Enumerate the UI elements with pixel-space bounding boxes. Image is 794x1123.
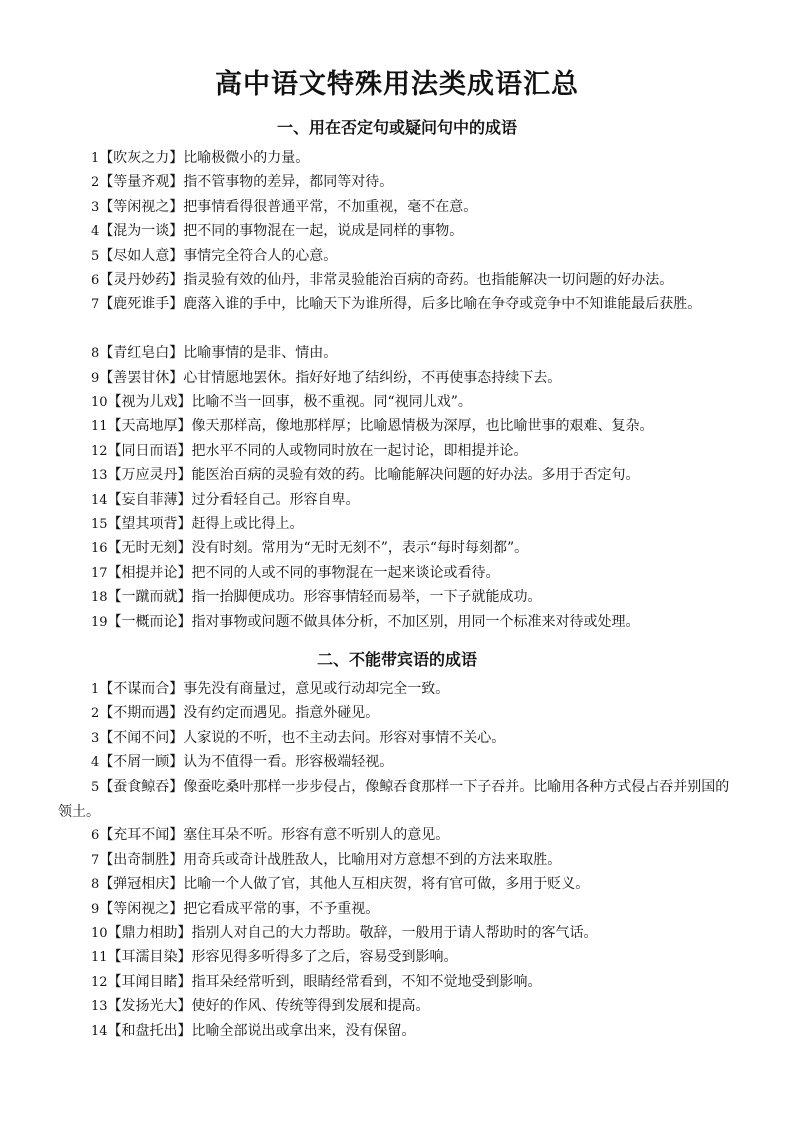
idiom-term: 【同日而语】 <box>107 442 192 459</box>
idiom-entry <box>58 561 738 586</box>
idiom-term: 【耳闻目睹】 <box>107 973 192 990</box>
entry-number: 18 <box>91 590 108 606</box>
idiom-definition: 指不管事物的差异，都同等对待。 <box>183 174 394 191</box>
idiom-entry <box>58 945 738 970</box>
idiom-entry <box>58 585 738 610</box>
idiom-definition: 把水平不同的人或物同时放在一起讨论，即相提并论。 <box>191 442 528 459</box>
idiom-entry <box>58 488 738 513</box>
entry-number: 3 <box>91 730 100 746</box>
idiom-definition: 像蚕吃桑叶那样一步步侵占，像鲸吞食那样一下子吞并。比喻用各种方式侵占吞并别国的领土。 <box>58 778 730 820</box>
idiom-definition: 形容见得多听得多了之后，容易受到影响。 <box>191 949 458 966</box>
idiom-entry <box>58 463 738 488</box>
entry-number: 17 <box>91 565 108 581</box>
idiom-definition: 没有约定而遇见。指意外碰见。 <box>183 705 380 722</box>
idiom-term: 【一蹴而就】 <box>107 589 192 606</box>
idiom-entry <box>58 439 738 464</box>
entry-number: 13 <box>91 999 108 1015</box>
idiom-term: 【混为一谈】 <box>99 223 184 240</box>
entry-number: 7 <box>91 852 100 868</box>
entry-number: 1 <box>91 151 100 166</box>
entry-number: 6 <box>91 273 100 288</box>
entry-number: 13 <box>91 468 108 484</box>
idiom-term: 【尽如人意】 <box>99 247 184 264</box>
idiom-definition: 鹿落入谁的手中，比喻天下为谁所得，后多比喻在争夺或竞争中不知谁能最后获胜。 <box>183 296 702 313</box>
idiom-term: 【充耳不闻】 <box>99 827 184 844</box>
idiom-entry <box>58 146 738 171</box>
entry-number: 3 <box>91 199 100 215</box>
idiom-definition: 过分看轻自己。形容自卑。 <box>191 491 360 508</box>
idiom-definition: 把事情看得很普通平常，不加重视，毫不在意。 <box>183 198 478 215</box>
idiom-definition: 指一抬脚便成功。形容事情轻而易举，一下子就能成功。 <box>191 589 542 606</box>
entry-number: 8 <box>91 346 100 362</box>
idiom-entry <box>58 970 738 995</box>
idiom-term: 【蚕食鲸吞】 <box>99 778 184 795</box>
idiom-definition: 事先没有商量过，意见或行动却完全一致。 <box>183 681 450 697</box>
idiom-definition: 指对事物或问题不做具体分析，不加区别，用同一个标准来对待或处理。 <box>191 613 640 630</box>
idiom-term: 【等闲视之】 <box>99 900 184 917</box>
idiom-term: 【视为儿戏】 <box>107 394 192 410</box>
idiom-definition: 塞住耳朵不听。形容有意不听别人的意见。 <box>183 827 450 844</box>
idiom-entry <box>58 610 738 635</box>
idiom-entry <box>58 341 738 366</box>
idiom-entry <box>58 848 738 873</box>
idiom-definition: 赶得上或比得上。 <box>191 516 304 532</box>
idiom-term: 【出奇制胜】 <box>99 851 184 868</box>
idiom-entry <box>58 872 738 897</box>
entry-number: 11 <box>91 950 108 966</box>
idiom-definition: 比喻事情的是非、情由。 <box>183 345 338 362</box>
idiom-term: 【等量齐观】 <box>99 174 184 191</box>
entry-number: 9 <box>91 901 100 917</box>
idiom-definition: 用奇兵或奇计战胜敌人，比喻用对方意想不到的方法来取胜。 <box>183 851 562 868</box>
idiom-definition: 比喻极微小的力量。 <box>183 150 310 166</box>
idiom-term: 【等闲视之】 <box>99 198 184 215</box>
idiom-entry <box>58 512 738 537</box>
idiom-term: 【善罢甘休】 <box>99 369 184 386</box>
idiom-term: 【万应灵丹】 <box>107 467 192 484</box>
entry-number: 1 <box>91 682 100 697</box>
idiom-entry <box>58 390 738 415</box>
entry-number: 16 <box>91 541 108 557</box>
idiom-entry <box>58 775 738 824</box>
idiom-entry <box>58 366 738 391</box>
idiom-term: 【青红皂白】 <box>99 345 184 362</box>
entry-number: 7 <box>91 297 100 313</box>
idiom-term: 【吹灰之力】 <box>99 150 184 166</box>
idiom-entry <box>58 823 738 848</box>
idiom-entry <box>58 292 738 317</box>
idiom-definition: 像天那样高，像地那样厚；比喻恩情极为深厚，也比喻世事的艰难、复杂。 <box>191 418 654 435</box>
idiom-definition: 把它看成平常的事，不予重视。 <box>183 900 380 917</box>
entry-number: 2 <box>91 175 100 191</box>
idiom-definition: 没有时刻。常用为“无时无刻不”，表示“每时每刻都”。 <box>191 540 529 557</box>
entry-number: 6 <box>91 828 100 844</box>
idiom-definition: 指耳朵经常听到，眼睛经常看到，不知不觉地受到影响。 <box>191 973 542 990</box>
idiom-entry <box>58 994 738 1019</box>
entry-number: 10 <box>91 395 108 410</box>
idiom-term: 【望其项背】 <box>107 516 192 532</box>
idiom-entry <box>58 414 738 439</box>
idiom-entry <box>58 536 738 561</box>
idiom-term: 【不谋而合】 <box>99 681 184 697</box>
idiom-term: 【发扬光大】 <box>107 998 192 1015</box>
idiom-definition: 人家说的不听，也不主动去问。形容对事情不关心。 <box>183 729 506 746</box>
idiom-term: 【天高地厚】 <box>107 418 192 435</box>
section-heading-2: 二、不能带宾语的成语 <box>316 650 477 669</box>
idiom-definition: 把不同的事物混在一起，说成是同样的事物。 <box>183 223 464 240</box>
idiom-entry <box>58 170 738 195</box>
idiom-definition: 使好的作风、传统等得到发展和提高。 <box>191 998 430 1015</box>
idiom-definition: 指别人对自己的大力帮助。敬辞，一般用于请人帮助时的客气话。 <box>191 925 598 941</box>
idiom-term: 【相提并论】 <box>107 564 192 581</box>
entry-number: 12 <box>91 443 108 459</box>
entry-number: 2 <box>91 706 100 722</box>
entry-number: 10 <box>91 926 108 941</box>
idiom-definition: 指灵验有效的仙丹，非常灵验能治百病的奇药。也指能解决一切问题的好办法。 <box>183 272 674 288</box>
entry-number: 14 <box>91 1023 108 1039</box>
entry-number: 5 <box>91 248 100 264</box>
idiom-entry <box>58 1019 738 1044</box>
idiom-definition: 比喻不当一回事，极不重视。同“视同儿戏”。 <box>191 394 472 410</box>
idiom-definition: 认为不值得一看。形容极端轻视。 <box>183 754 394 771</box>
idiom-entry <box>58 268 738 293</box>
idiom-term: 【不闻不问】 <box>99 729 184 746</box>
idiom-term: 【弹冠相庆】 <box>99 876 184 893</box>
idiom-definition: 心甘情愿地罢休。指好好地了结纠纷，不再使事态持续下去。 <box>183 369 562 386</box>
entry-number: 12 <box>91 974 108 990</box>
document-title: 高中语文特殊用法类成语汇总 <box>215 69 579 100</box>
idiom-term: 【不屑一顾】 <box>99 754 184 771</box>
idiom-definition: 比喻一个人做了官，其他人互相庆贺，将有官可做，多用于贬义。 <box>183 876 590 893</box>
idiom-term: 【无时无刻】 <box>107 540 192 557</box>
entry-number: 8 <box>91 877 100 893</box>
idiom-term: 【妄自菲薄】 <box>107 491 192 508</box>
entry-number: 15 <box>91 517 108 532</box>
idiom-entry <box>58 195 738 220</box>
idiom-entry <box>58 219 738 244</box>
idiom-term: 【和盘托出】 <box>107 1022 192 1039</box>
idiom-definition: 事情完全符合人的心意。 <box>183 247 338 264</box>
idiom-term: 【灵丹妙药】 <box>99 272 184 288</box>
entry-number: 11 <box>91 419 108 435</box>
entry-number: 14 <box>91 492 108 508</box>
idiom-entry <box>58 921 738 946</box>
idiom-term: 【一概而论】 <box>107 613 192 630</box>
idiom-entry <box>58 750 738 775</box>
idiom-entry <box>58 701 738 726</box>
entry-number: 9 <box>91 370 100 386</box>
idiom-definition: 把不同的人或不同的事物混在一起来谈论或看待。 <box>191 564 500 581</box>
idiom-definition: 比喻全部说出或拿出来，没有保留。 <box>191 1022 416 1039</box>
entry-number: 4 <box>91 755 100 771</box>
idiom-term: 【鼎力相助】 <box>107 925 192 941</box>
idiom-entry <box>58 897 738 922</box>
entry-number: 5 <box>91 779 100 795</box>
idiom-term: 【不期而遇】 <box>99 705 184 722</box>
idiom-definition: 能医治百病的灵验有效的药。比喻能解决问题的好办法。多用于否定句。 <box>191 467 640 484</box>
idiom-entry <box>58 677 738 702</box>
entry-number: 19 <box>91 614 108 630</box>
idiom-entry <box>58 244 738 269</box>
section-heading-1: 一、用在否定句或疑问句中的成语 <box>276 118 517 137</box>
idiom-term: 【鹿死谁手】 <box>99 296 184 313</box>
idiom-term: 【耳濡目染】 <box>107 949 192 966</box>
idiom-entry <box>58 726 738 751</box>
entry-number: 4 <box>91 224 100 240</box>
